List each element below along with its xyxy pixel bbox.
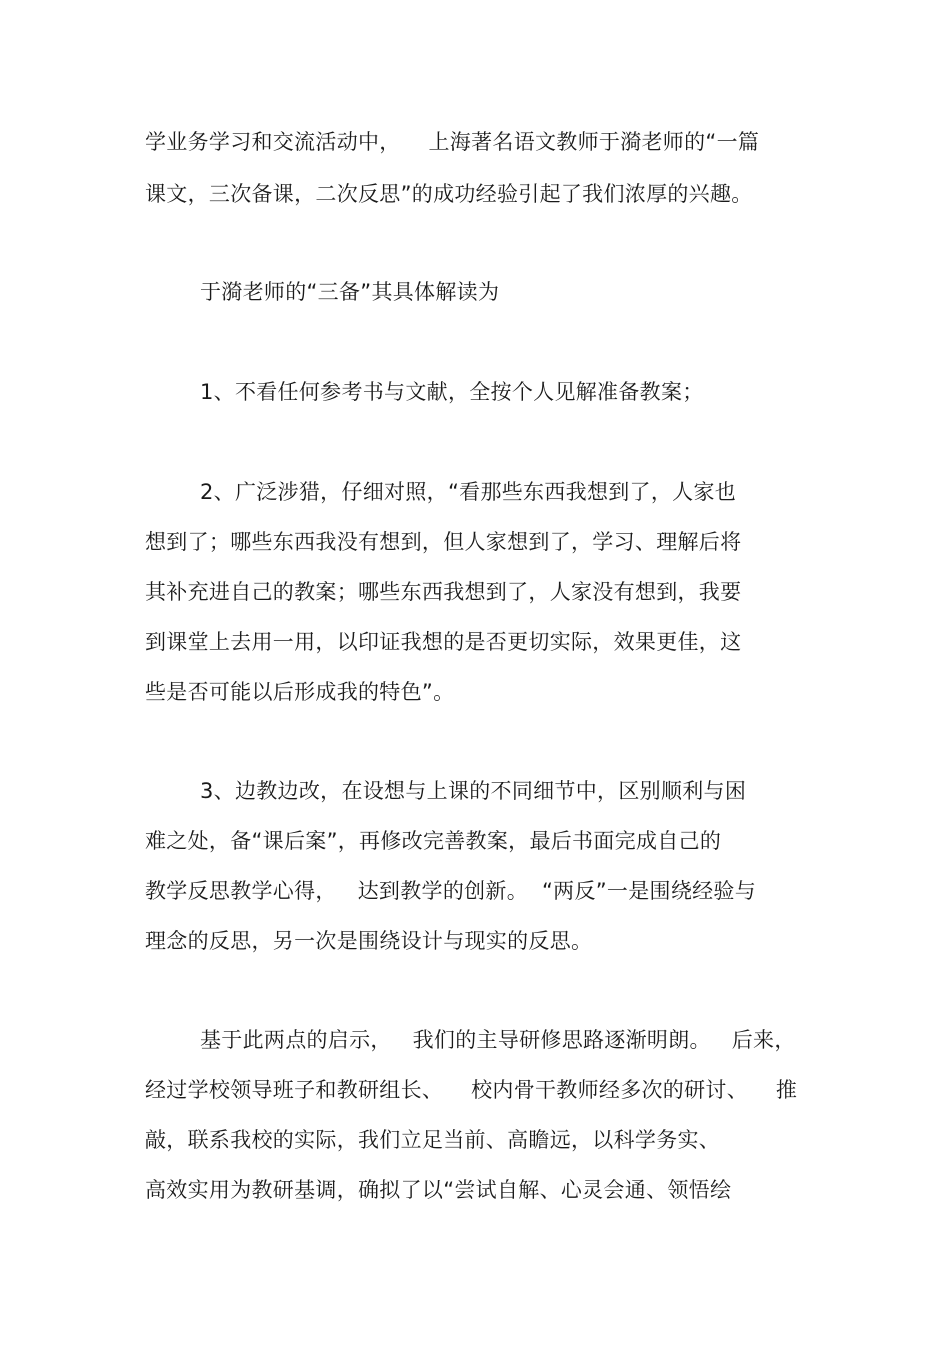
paragraph-line: 课文，三次备课，二次反思”的成功经验引起了我们浓厚的兴趣。	[145, 182, 753, 206]
list-item-2-line: 2、广泛涉猎，仔细对照，“看那些东西我想到了，人家也	[200, 480, 737, 504]
list-item-3-line: 教学反思教学心得， 达到教学的创新。 “两反”一是围绕经验与	[145, 879, 757, 903]
list-item-2-line: 其补充进自己的教案；哪些东西我想到了，人家没有想到，我要	[145, 580, 742, 604]
section-heading: 于漪老师的“三备”其具体解读为	[200, 280, 500, 304]
paragraph-line: 高效实用为教研基调，确拟了以“尝试自解、心灵会通、领悟绘	[145, 1178, 732, 1202]
paragraph-line: 经过学校领导班子和教研组长、 校内骨干教师经多次的研讨、 推	[145, 1078, 798, 1102]
list-item-3-line: 难之处，备“课后案”，再修改完善教案，最后书面完成自己的	[145, 829, 722, 853]
paragraph-line: 敲，联系我校的实际，我们立足当前、高瞻远，以科学务实、	[145, 1128, 721, 1152]
list-item-1: 1、不看任何参考书与文献，全按个人见解准备教案；	[200, 380, 704, 404]
list-item-2-line: 些是否可能以后形成我的特色”。	[145, 680, 455, 704]
list-item-3-line: 理念的反思，另一次是围绕设计与现实的反思。	[145, 929, 593, 953]
paragraph-line: 基于此两点的启示， 我们的主导研修思路逐渐明朗。 后来，	[200, 1028, 796, 1052]
list-item-2-line: 想到了；哪些东西我没有想到，但人家想到了，学习、理解后将	[145, 530, 742, 554]
list-item-2-line: 到课堂上去用一用，以印证我想的是否更切实际，效果更佳，这	[145, 630, 742, 654]
list-item-3-line: 3、边教边改，在设想与上课的不同细节中，区别顺利与困	[200, 779, 747, 803]
paragraph-line: 学业务学习和交流活动中， 上海著名语文教师于漪老师的“一篇	[145, 130, 760, 154]
